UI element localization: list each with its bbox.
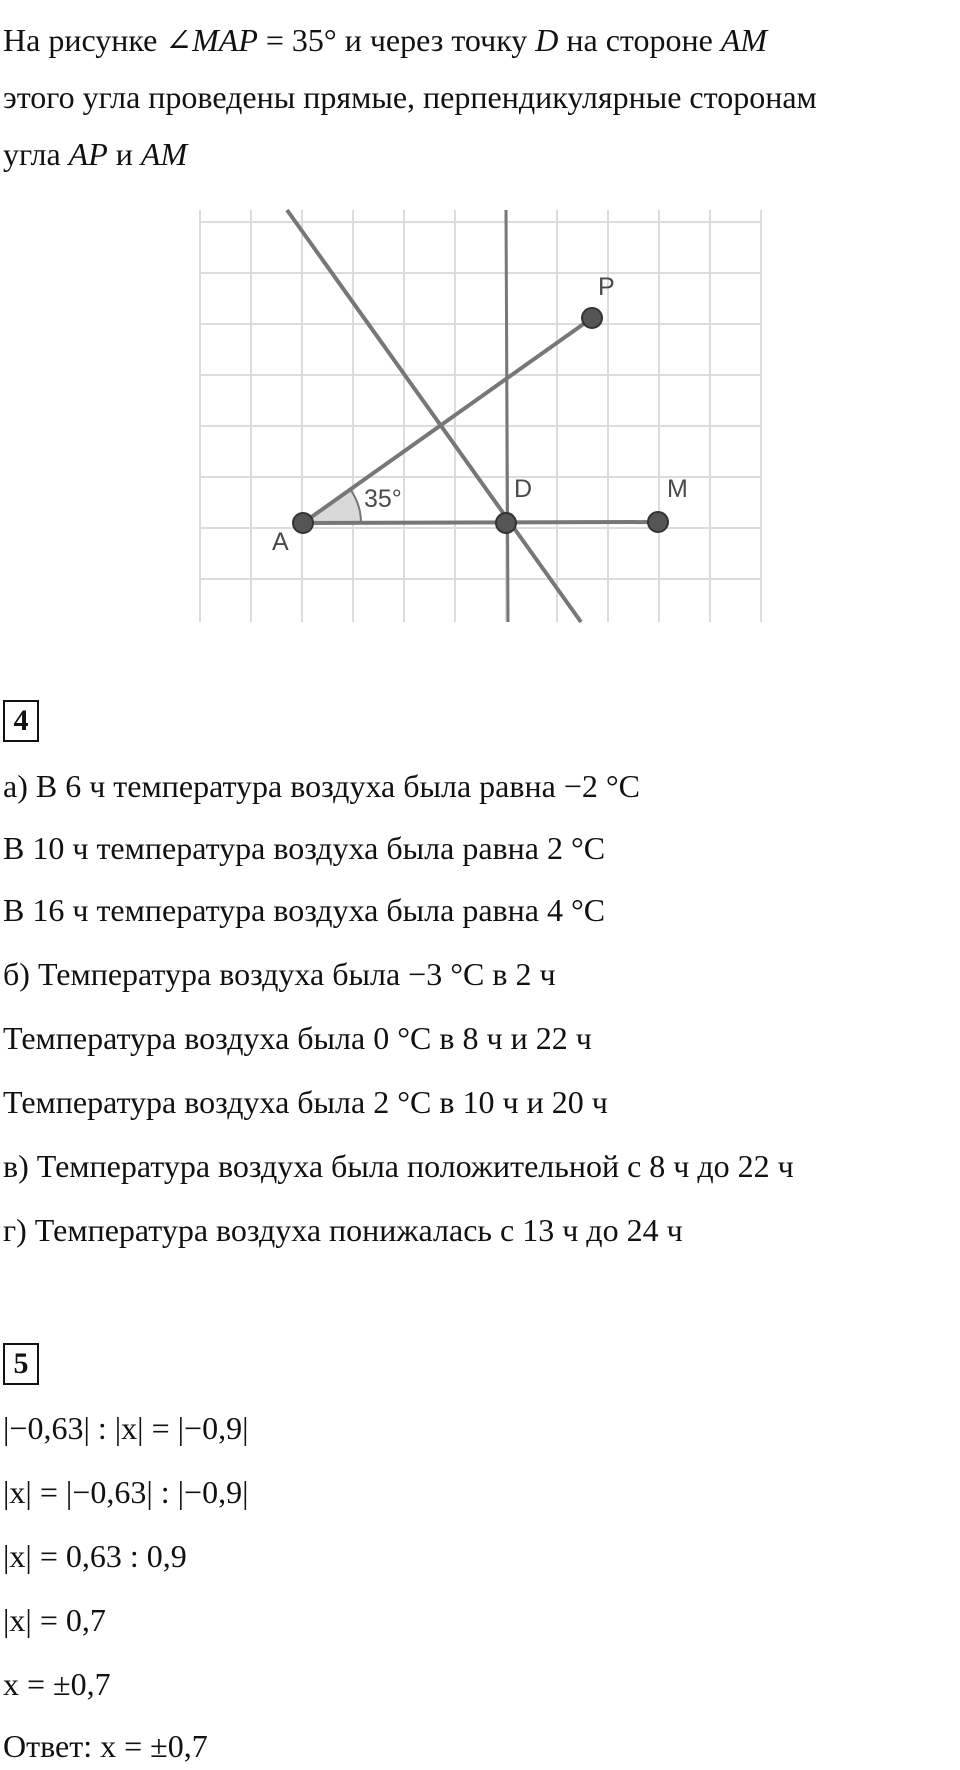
task-4-line: В 10 ч температура воздуха была равна 2 °С [3,830,606,866]
figure-grid [200,210,761,622]
task-4-number: 4 [3,700,39,742]
label-d: D [514,475,533,503]
task-5-line: |−0,63| : |x| = |−0,9| [3,1410,249,1446]
task-5-line: Ответ: x = ±0,7 [3,1728,208,1764]
side-am-label: AM [720,22,768,58]
task-4-line: Температура воздуха была 0 °С в 8 ч и 22 ч [3,1020,592,1056]
task-4-line: Температура воздуха была 2 °С в 10 ч и 20 ч [3,1084,608,1120]
task-5-number: 5 [3,1343,39,1385]
intro-line-3-prefix: угла [3,136,69,172]
point-d-label: D [535,22,559,58]
task-4-line: В 16 ч температура воздуха была равна 4 °С [3,892,606,928]
label-m: M [667,475,688,503]
angle-map-label: ∠MAP [165,22,258,58]
task-5-line: |x| = |−0,63| : |−0,9| [3,1474,249,1510]
task-5-line: |x| = 0,7 [3,1602,106,1638]
ray-ap [303,318,592,523]
label-angle-35: 35° [364,485,402,513]
side-am-label-2: AM [140,136,188,172]
point-p [582,308,602,328]
geometry-figure [0,0,960,640]
point-m [648,512,668,532]
task-5-line: x = ±0,7 [3,1666,111,1702]
point-a [293,513,313,533]
intro-line-1-rest: на стороне [558,22,721,58]
label-p: P [598,273,615,301]
task-4-line: а) В 6 ч температура воздуха была равна −2 °С [3,768,640,804]
side-ap-label: AP [68,136,108,172]
label-a: A [272,528,289,556]
task-4-line: б) Температура воздуха была −3 °С в 2 ч [3,956,556,992]
task-4-line: г) Температура воздуха понижалась с 13 ч до 24 ч [3,1212,683,1248]
perpendicular-to-am-line [506,210,508,622]
task-4-line: в) Температура воздуха была положительной с 8 ч до 22 ч [3,1148,794,1184]
task-5-line: |x| = 0,63 : 0,9 [3,1538,187,1574]
point-d [496,513,516,533]
ray-am [303,522,658,523]
perpendicular-to-ap-line [287,210,581,622]
intro-line-1-value: = 35° и через точку [257,22,536,58]
intro-line-3-and: и [107,136,141,172]
intro-line-2: этого угла проведены прямые, перпендикулярные сторонам [3,79,817,115]
intro-line-1-prefix: На рисунке [3,22,166,58]
